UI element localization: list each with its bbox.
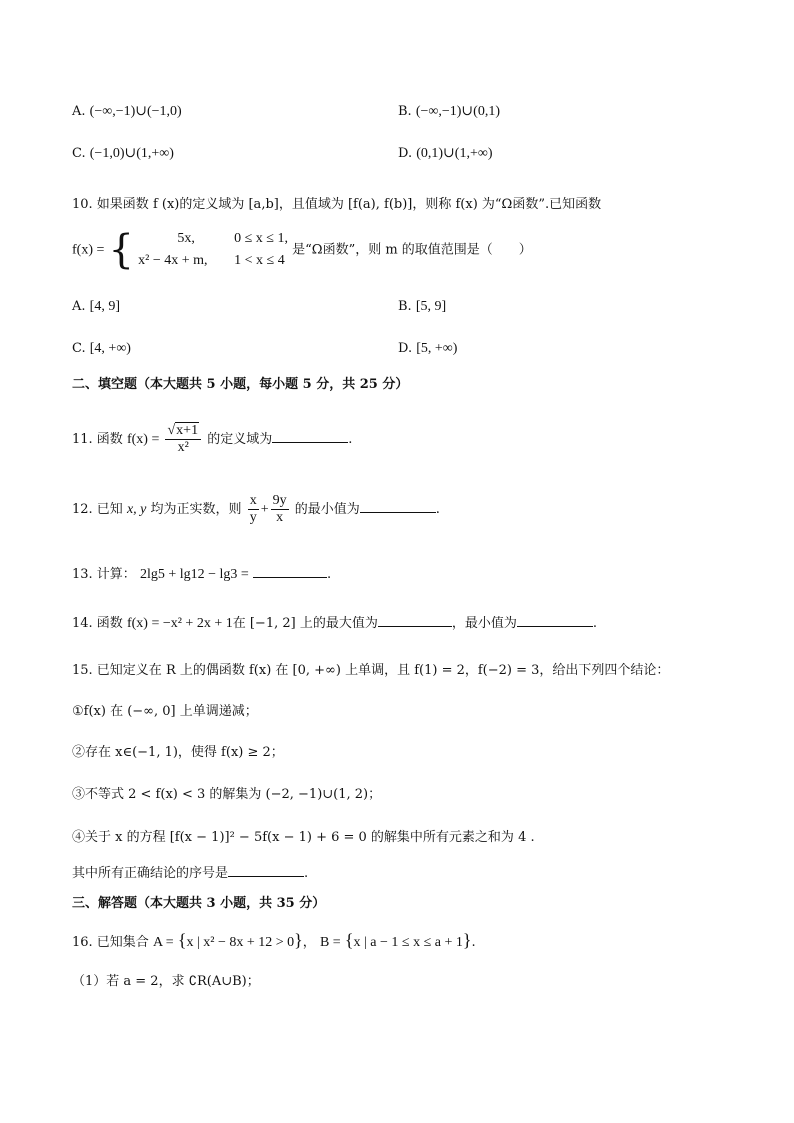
fraction-numerator: 9y — [272, 493, 287, 508]
period: . — [471, 935, 476, 950]
section-3-title: 三、解答题（本大题共 3 小题，共 35 分） — [72, 896, 326, 911]
option-text: (−∞,−1)∪(0,1) — [415, 104, 500, 119]
section-2-title: 二、填空题（本大题共 5 小题，每小题 5 分，共 25 分） — [72, 377, 409, 392]
period: . — [326, 567, 332, 582]
option-text: (0,1)∪(1,+∞) — [416, 146, 493, 161]
q12-fraction-1 — [248, 493, 259, 526]
fraction-numerator: √x+1 — [165, 423, 201, 440]
q13-expr: 2lg5 + lg12 − lg3 = — [139, 567, 249, 582]
option-label: B. — [398, 299, 412, 314]
brace: { — [108, 227, 134, 273]
q16-part-1: （1）若 a = 2，求 ∁R(A∪B)； — [72, 974, 260, 989]
q9-option-a — [72, 102, 182, 122]
q15-ask — [72, 862, 308, 884]
q15-conclusion-4: ④关于 x 的方程 [f(x − 1)]² − 5f(x − 1) + 6 = 0 的解集中所有元素之和为 4 . — [72, 830, 535, 845]
answer-blank[interactable] — [360, 498, 436, 513]
period: . — [348, 432, 353, 447]
q9-option-b — [398, 102, 500, 122]
case2-expr: x² − 4x + m, — [138, 253, 208, 268]
answer-blank[interactable] — [228, 862, 304, 877]
q13 — [72, 563, 331, 585]
q12-mid: 均为正实数，则 — [150, 502, 242, 517]
brace-close: } — [462, 930, 472, 950]
piecewise-cases — [138, 228, 288, 272]
fraction-numerator: x — [249, 493, 257, 508]
option-text: [4, +∞) — [89, 341, 131, 356]
option-label: A. — [72, 104, 86, 119]
option-text: (−1,0)∪(1,+∞) — [89, 146, 174, 161]
option-text: (−∞,−1)∪(−1,0) — [89, 104, 182, 119]
plus-sign: + — [260, 502, 269, 517]
answer-blank-min[interactable] — [517, 612, 593, 627]
option-label: C. — [72, 146, 86, 161]
period: . — [592, 616, 597, 631]
q12-prefix: 12. 已知 — [72, 502, 123, 517]
option-label: A. — [72, 299, 86, 314]
q12-vars: x, y — [126, 502, 147, 517]
q10-option-c — [72, 339, 131, 359]
q12-fraction-2 — [271, 493, 289, 526]
option-label: B. — [398, 104, 412, 119]
q11-fraction — [165, 423, 201, 456]
q10-option-a — [72, 297, 120, 317]
answer-blank[interactable] — [272, 428, 348, 443]
q11-suffix: 的定义域为 — [207, 432, 273, 447]
q15-stem: 15. 已知定义在 R 上的偶函数 f(x) 在 [0, +∞) 上单调，且 f(1) = 2，f(−2) = 3，给出下列四个结论： — [72, 663, 670, 678]
set-b-body: x | a − 1 ≤ x ≤ a + 1 — [353, 935, 463, 950]
set-b-label: B = — [319, 935, 341, 950]
brace-open: { — [344, 930, 354, 950]
answer-blank[interactable] — [253, 563, 327, 578]
q15-conclusion-2: ②存在 x∈(−1, 1)，使得 f(x) ≥ 2； — [72, 745, 284, 760]
option-text: [5, +∞) — [416, 341, 458, 356]
case2-cond: 1 < x ≤ 4 — [234, 253, 285, 268]
option-text: [5, 9] — [415, 299, 447, 314]
piecewise-label: f(x) = — [72, 242, 105, 258]
separator: ， — [302, 935, 316, 950]
q14-mid: 在 [−1, 2] 上的最大值为 — [232, 616, 378, 631]
q16-stem — [72, 930, 476, 953]
fraction-denominator: y — [249, 510, 257, 525]
answer-blank-max[interactable] — [378, 612, 452, 627]
q14 — [72, 612, 597, 634]
q11-fx: f(x) = — [126, 432, 160, 447]
q9-option-c — [72, 144, 174, 164]
q11 — [72, 420, 352, 460]
q10-stem: 10. 如果函数 f (x)的定义域为 [a,b]，且值域为 [f(a), f(b)]，则称 f(x) 为“Ω函数”.已知函数 — [72, 197, 602, 212]
period: . — [435, 502, 440, 517]
q12 — [72, 490, 440, 530]
set-a-label: A = — [152, 935, 174, 950]
q15-conclusion-1: ①f(x) 在 (−∞, 0] 上单调递减； — [72, 704, 258, 719]
q10-option-d — [398, 339, 457, 359]
set-a-body: x | x² − 8x + 12 > 0 — [186, 935, 295, 950]
option-label: C. — [72, 341, 86, 356]
q12-suffix: 的最小值为 — [294, 502, 360, 517]
q10-tail: 是“Ω函数”，则 m 的取值范围是（ ） — [292, 242, 532, 258]
sqrt-radicand: x+1 — [176, 423, 199, 438]
q14-mid2: ，最小值为 — [451, 616, 517, 631]
option-text: [4, 9] — [89, 299, 120, 314]
case1-cond: 0 ≤ x ≤ 1, — [234, 231, 288, 246]
brace-close: } — [294, 930, 303, 950]
period: . — [304, 866, 309, 881]
fraction-denominator: x — [276, 510, 284, 525]
q9-option-d — [398, 144, 493, 164]
q10-piecewise — [72, 228, 532, 273]
q15-ask-text: 其中所有正确结论的序号是 — [72, 866, 229, 881]
option-label: D. — [398, 146, 413, 161]
case1-expr: 5x, — [177, 231, 195, 246]
q15-conclusion-3: ③不等式 2 < f(x) < 3 的解集为 (−2, −1)∪(1, 2)； — [72, 787, 382, 802]
option-label: D. — [398, 341, 413, 356]
brace-open: { — [177, 930, 187, 950]
q10-option-b — [398, 297, 446, 317]
q14-prefix: 14. 函数 — [72, 616, 123, 631]
q14-expr: f(x) = −x² + 2x + 1 — [126, 616, 233, 631]
q11-prefix: 11. 函数 — [72, 432, 123, 447]
fraction-denominator: x² — [177, 440, 189, 455]
q16-prefix: 16. 已知集合 — [72, 935, 149, 950]
q13-prefix: 13. 计算： — [72, 567, 136, 582]
